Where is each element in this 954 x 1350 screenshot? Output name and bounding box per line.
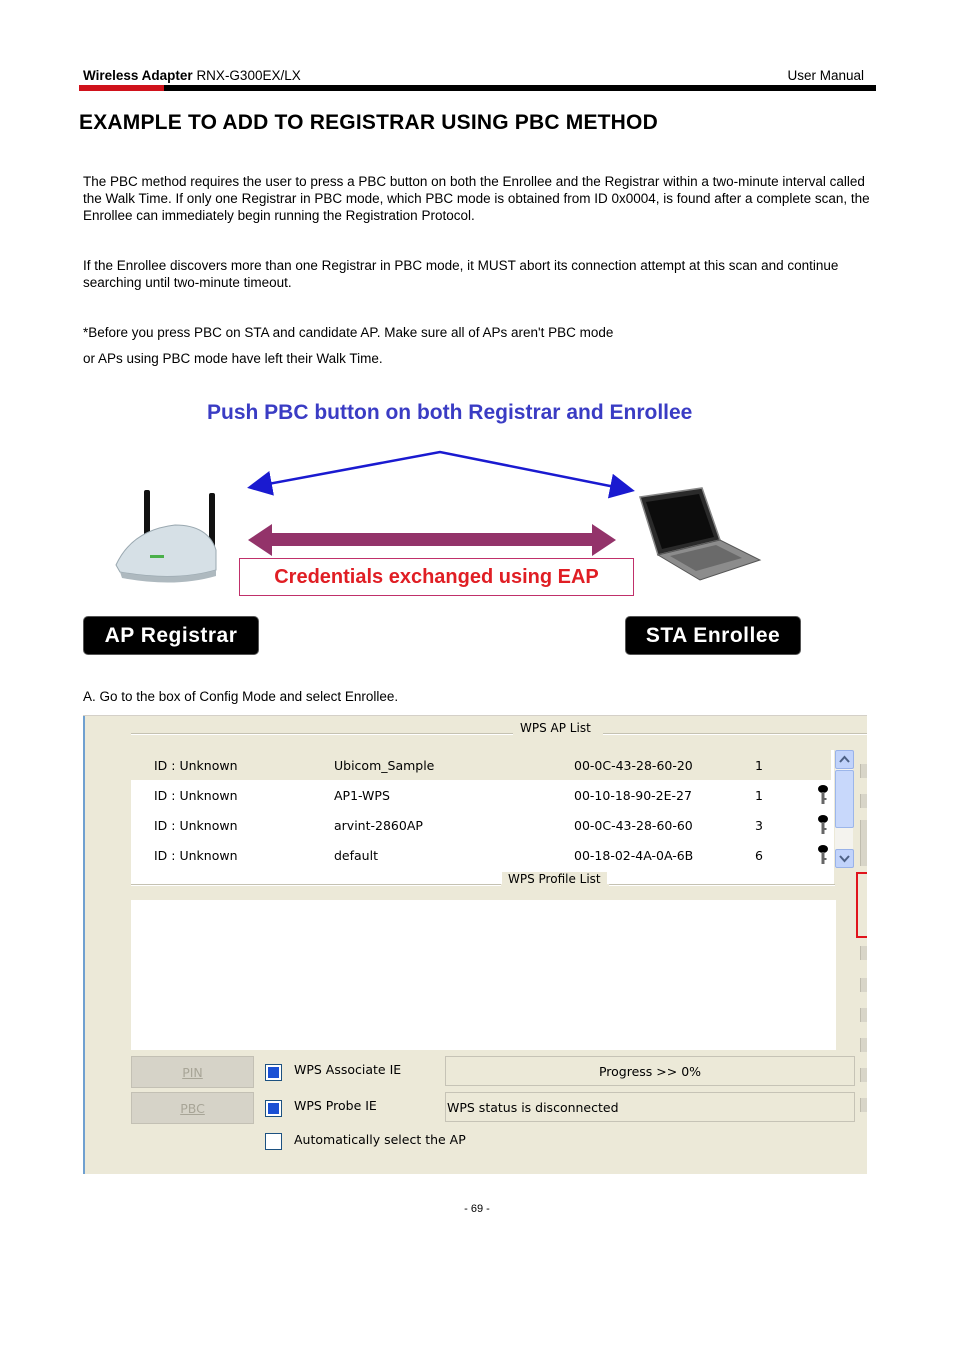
header-product-bold: Wireless Adapter (83, 68, 193, 83)
ap-list-row[interactable] (131, 750, 831, 780)
wps-ap-list[interactable] (131, 750, 834, 884)
ap-id: ID : Unknown (154, 788, 238, 803)
ap-channel: 3 (755, 818, 763, 833)
highlight-marker (856, 872, 867, 938)
wps-status-field (445, 1092, 855, 1122)
push-arrows (252, 452, 630, 490)
header-product (83, 68, 301, 83)
side-button-edge[interactable] (860, 946, 867, 960)
header-rule-accent (79, 85, 164, 91)
ap-bssid: 00-0C-43-28-60-20 (574, 758, 693, 773)
credentials-arrow (248, 524, 616, 556)
header-manual: User Manual (787, 68, 864, 83)
progress-text: Progress >> 0% (598, 1063, 702, 1079)
ap-bssid: 00-10-18-90-2E-27 (574, 788, 692, 803)
ap-bssid: 00-0C-43-28-60-60 (574, 818, 693, 833)
ap-channel: 6 (755, 848, 763, 863)
panel-edge (83, 716, 85, 1174)
side-button-edge[interactable] (860, 1098, 867, 1112)
credentials-box (239, 558, 634, 596)
access-point-icon (116, 490, 216, 583)
paragraph-note-line2: or APs using PBC mode have left their Walk Time. (83, 351, 383, 366)
wps-probe-ie-checkbox[interactable] (265, 1100, 282, 1117)
lock-key-icon (817, 844, 829, 866)
page-number: - 69 - (464, 1203, 490, 1215)
ap-channel: 1 (755, 788, 763, 803)
profile-list-divider-right (609, 884, 835, 886)
ap-list-row[interactable] (131, 810, 831, 840)
ap-ssid: Ubicom_Sample (334, 758, 435, 773)
paragraph-pbc-intro: The PBC method requires the user to press a PBC button on both the Enrollee and the Registrar within a two-minute interval called the Walk Time. If only one Registrar in PBC mode, which PBC mode is obtained from ID 0x0004, is found after a complete scan, the Enrollee can immediately begin running the Registration Protocol. (83, 174, 870, 223)
credentials-label: Credentials exchanged using EAP (274, 565, 599, 588)
ap-bssid: 00-18-02-4A-0A-6B (574, 848, 694, 863)
side-button-edge[interactable] (860, 794, 867, 808)
wps-profile-list[interactable] (131, 900, 836, 1050)
wps-probe-ie-label: WPS Probe IE (294, 1098, 377, 1113)
header-product-model: RNX-G300EX/LX (196, 68, 301, 83)
side-button-edge[interactable] (860, 764, 867, 778)
ap-ssid: AP1-WPS (334, 788, 390, 803)
wps-profile-list-title: WPS Profile List (502, 872, 607, 886)
side-button-edge[interactable] (860, 1068, 867, 1082)
wps-ap-list-title: WPS AP List (514, 721, 597, 735)
wps-associate-ie-checkbox[interactable] (265, 1064, 282, 1081)
scroll-thumb[interactable] (835, 770, 854, 828)
chevron-down-icon (836, 850, 853, 867)
side-button-edge[interactable] (860, 978, 867, 992)
auto-select-ap-checkbox[interactable] (265, 1133, 282, 1150)
pin-button[interactable]: PIN (131, 1056, 254, 1088)
chevron-up-icon (836, 751, 853, 768)
scroll-down-button[interactable] (835, 849, 854, 868)
page-title: EXAMPLE TO ADD TO REGISTRAR USING PBC METHOD (79, 111, 658, 134)
scroll-up-button[interactable] (835, 750, 854, 769)
paragraph-note-line1: *Before you press PBC on STA and candidate AP. Make sure all of APs aren't PBC mode (83, 325, 614, 340)
ap-ssid: arvint-2860AP (334, 818, 423, 833)
ap-id: ID : Unknown (154, 758, 238, 773)
progress-field (445, 1056, 855, 1086)
lock-key-icon (817, 814, 829, 836)
wps-status-text: WPS status is disconnected (447, 1099, 619, 1115)
ap-list-row[interactable] (131, 780, 831, 810)
side-button-edge[interactable] (860, 820, 867, 866)
profile-list-divider-left (131, 884, 501, 886)
ap-list-divider-left (131, 733, 513, 735)
paragraph-multiple-registrars: If the Enrollee discovers more than one Registrar in PBC mode, it MUST abort its connection attempt at this scan and continue searching until two-minute timeout. (83, 258, 839, 290)
diagram-heading: Push PBC button on both Registrar and Enrollee (207, 401, 693, 424)
ap-list-row[interactable] (131, 840, 831, 870)
side-button-edge[interactable] (860, 1038, 867, 1052)
ap-list-scrollbar[interactable] (835, 750, 853, 868)
auto-select-ap-label: Automatically select the AP (294, 1132, 466, 1147)
ap-channel: 1 (755, 758, 763, 773)
ap-registrar-badge: AP Registrar (83, 616, 259, 655)
header-rule (79, 85, 876, 91)
wps-configuration-panel (83, 715, 867, 1174)
pbc-button[interactable]: PBC (131, 1092, 254, 1124)
ap-list-divider-right (603, 733, 867, 735)
wps-associate-ie-label: WPS Associate IE (294, 1062, 402, 1077)
side-button-edge[interactable] (860, 1008, 867, 1022)
laptop-icon (640, 488, 760, 580)
ap-ssid: default (334, 848, 378, 863)
pbc-diagram (80, 390, 820, 660)
step-a-instruction: A. Go to the box of Config Mode and select Enrollee. (83, 689, 399, 704)
lock-key-icon (817, 784, 829, 806)
sta-enrollee-badge: STA Enrollee (625, 616, 801, 655)
ap-id: ID : Unknown (154, 848, 238, 863)
ap-id: ID : Unknown (154, 818, 238, 833)
